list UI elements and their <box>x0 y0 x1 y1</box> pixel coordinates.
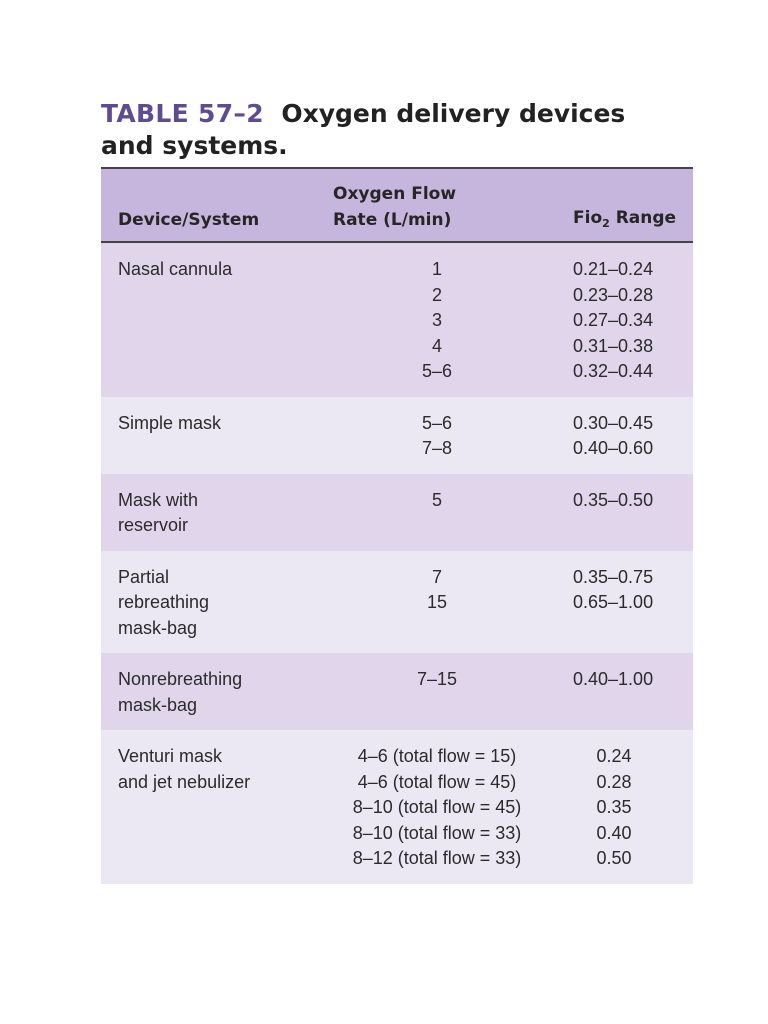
table-title <box>101 98 661 162</box>
flow-rate-value: 8–10 (total flow = 33) <box>352 822 522 843</box>
fio2-range-value: 0.27–0.34 <box>573 310 654 330</box>
device-cell <box>101 653 319 730</box>
fio2-range-cell <box>555 653 693 730</box>
device-cell <box>101 551 319 654</box>
flow-rate-value: 15 <box>426 592 448 612</box>
device-value: reservoir <box>118 515 189 535</box>
table-row <box>101 730 693 884</box>
flow-rate-cell <box>319 397 555 474</box>
fio2-range-value: 0.35 <box>596 797 632 817</box>
fio2-range-cell <box>555 397 693 474</box>
device-cell <box>101 474 319 551</box>
flow-rate-value: 5–6 <box>421 412 453 433</box>
fio2-range-value: 0.24 <box>596 746 632 766</box>
table-title-line2: and systems. <box>101 131 288 160</box>
flow-rate-value: 2 <box>431 284 442 305</box>
flow-rate-value: 7 <box>431 566 442 587</box>
flow-rate-cell <box>319 474 555 551</box>
flow-rate-value: 3 <box>431 310 442 330</box>
flow-rate-value: 4 <box>431 335 442 356</box>
oxygen-devices-table <box>101 167 693 884</box>
device-value: mask-bag <box>118 694 198 715</box>
header-device-system <box>101 168 319 242</box>
flow-rate-cell <box>319 653 555 730</box>
data-table <box>101 167 693 884</box>
header-oxygen-flow-rate <box>319 168 555 242</box>
fio2-range-cell <box>555 551 693 654</box>
header-fio2-post: Range <box>609 208 677 228</box>
flow-rate-value: 8–10 (total flow = 45) <box>352 797 522 817</box>
fio2-range-value: 0.35–0.50 <box>573 489 654 510</box>
fio2-range-cell <box>555 730 693 884</box>
table-title-line1: Oxygen delivery devices <box>281 99 626 128</box>
device-cell <box>101 730 319 884</box>
device-value: Venturi mask <box>118 746 223 766</box>
flow-rate-value: 1 <box>431 259 442 279</box>
header-flow-line1: Oxygen Flow <box>333 184 457 204</box>
fio2-range-value: 0.28 <box>596 771 632 792</box>
fio2-range-cell <box>555 242 693 397</box>
fio2-range-value: 0.23–0.28 <box>573 284 654 305</box>
fio2-range-value: 0.40 <box>596 822 632 843</box>
device-value: Mask with <box>118 489 199 510</box>
flow-rate-cell <box>319 730 555 884</box>
fio2-range-value: 0.65–1.00 <box>573 592 654 612</box>
header-fio2-range <box>555 168 693 242</box>
fio2-range-value: 0.32–0.44 <box>573 361 654 381</box>
fio2-range-cell <box>555 474 693 551</box>
device-value: and jet nebulizer <box>118 771 251 792</box>
table-header-row <box>101 168 693 242</box>
flow-rate-value: 7–8 <box>421 438 453 458</box>
flow-rate-value: 7–15 <box>416 669 458 689</box>
device-cell <box>101 242 319 397</box>
device-value: rebreathing <box>118 592 210 612</box>
table-row <box>101 242 693 397</box>
device-value: mask-bag <box>118 617 198 638</box>
fio2-range-value: 0.50 <box>596 848 632 868</box>
flow-rate-value: 5–6 <box>421 361 453 381</box>
flow-rate-cell <box>319 242 555 397</box>
table-row <box>101 397 693 474</box>
table-body <box>101 242 693 884</box>
fio2-range-value: 0.31–0.38 <box>573 335 654 356</box>
device-cell <box>101 397 319 474</box>
table-number: TABLE 57–2 <box>101 99 264 128</box>
device-value: Nasal cannula <box>118 259 233 279</box>
header-flow-line2: Rate (L/min) <box>333 210 452 230</box>
device-value: Simple mask <box>118 412 222 433</box>
flow-rate-cell <box>319 551 555 654</box>
device-value: Nonrebreathing <box>118 669 243 689</box>
fio2-range-value: 0.40–0.60 <box>573 438 654 458</box>
table-row <box>101 653 693 730</box>
device-value: Partial <box>118 566 170 587</box>
fio2-range-value: 0.40–1.00 <box>573 669 654 689</box>
flow-rate-value: 4–6 (total flow = 15) <box>357 746 517 766</box>
header-fio2-sub: 2 <box>602 217 610 230</box>
flow-rate-value: 4–6 (total flow = 45) <box>357 771 517 792</box>
fio2-range-value: 0.30–0.45 <box>573 412 654 433</box>
table-row <box>101 474 693 551</box>
header-device-label: Device/System <box>118 210 260 230</box>
header-fio2-pre: Fio <box>573 208 603 228</box>
flow-rate-value: 8–12 (total flow = 33) <box>352 848 522 868</box>
flow-rate-value: 5 <box>431 489 442 510</box>
fio2-range-value: 0.35–0.75 <box>573 566 654 587</box>
table-row <box>101 551 693 654</box>
fio2-range-value: 0.21–0.24 <box>573 259 654 279</box>
